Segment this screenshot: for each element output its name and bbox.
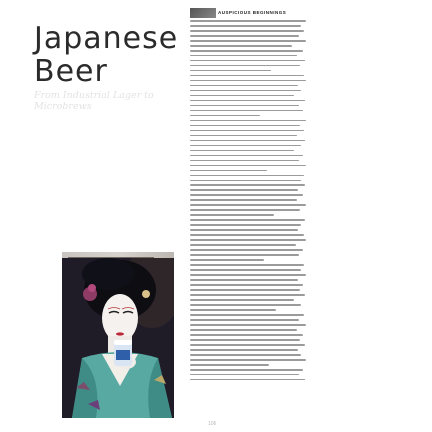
text-line [190, 304, 301, 306]
text-line [190, 20, 306, 22]
text-line [190, 45, 292, 47]
body-text [190, 20, 306, 383]
text-line [190, 35, 299, 37]
text-line [190, 155, 303, 157]
text-line [190, 125, 300, 127]
text-line [190, 324, 306, 326]
text-line [190, 70, 271, 72]
text-line [190, 234, 304, 236]
text-line [190, 115, 260, 117]
text-line [190, 354, 301, 356]
text-line [190, 349, 298, 351]
text-line [190, 25, 301, 27]
text-line [190, 140, 305, 142]
text-line [190, 135, 297, 137]
text-line [190, 314, 304, 316]
text-line [190, 309, 276, 311]
text-line [190, 219, 305, 221]
text-line [190, 165, 306, 167]
text-line [190, 40, 306, 42]
text-line [190, 184, 305, 186]
text-line [190, 145, 301, 147]
text-line [190, 90, 301, 92]
text-line [190, 339, 300, 341]
text-line [190, 95, 294, 97]
geisha-photo [62, 258, 174, 418]
text-line [190, 80, 306, 82]
geisha-illustration [62, 258, 174, 418]
text-line [190, 110, 303, 112]
page-title-line-1: Japanese [34, 21, 179, 56]
text-line [190, 359, 306, 361]
text-line [190, 180, 301, 182]
text-line [190, 199, 297, 201]
text-line [190, 175, 304, 177]
text-line [190, 319, 299, 321]
text-line [190, 65, 300, 67]
text-line [190, 209, 300, 211]
text-line [190, 150, 294, 152]
text-line [190, 30, 304, 32]
text-line [190, 224, 301, 226]
text-line [190, 100, 305, 102]
text-line [190, 249, 303, 251]
text-line [190, 229, 298, 231]
text-line [190, 214, 274, 216]
text-line [190, 60, 305, 62]
text-line [190, 294, 305, 296]
text-line [190, 279, 298, 281]
text-line [190, 329, 297, 331]
text-line [190, 130, 304, 132]
text-line [190, 160, 299, 162]
text-line [190, 379, 305, 381]
text-line [190, 274, 306, 276]
column-heading: AUSPICIOUS BEGINNINGS [218, 10, 287, 15]
text-line [190, 254, 299, 256]
text-line [190, 194, 303, 196]
text-line [190, 204, 306, 206]
text-line [190, 50, 303, 52]
text-line [190, 344, 305, 346]
text-line [190, 299, 294, 301]
text-line [190, 289, 300, 291]
text-line [190, 189, 298, 191]
text-line [190, 85, 298, 87]
text-line [190, 334, 303, 336]
page-title-line-2: Beer [34, 54, 108, 89]
text-line [190, 264, 304, 266]
text-line [190, 269, 301, 271]
page-subtitle: From Industrial Lager to Microbrews [34, 90, 154, 112]
text-line [190, 55, 297, 57]
text-line [190, 369, 303, 371]
text-line [190, 284, 303, 286]
text-line [190, 75, 304, 77]
text-line [190, 374, 299, 376]
text-line [190, 259, 264, 261]
text-line [190, 105, 299, 107]
text-line [190, 244, 296, 246]
text-column [190, 8, 306, 383]
text-line [190, 170, 267, 172]
text-line [190, 364, 269, 366]
text-line [190, 239, 306, 241]
text-line [190, 120, 306, 122]
page-number: 106 [208, 421, 217, 427]
